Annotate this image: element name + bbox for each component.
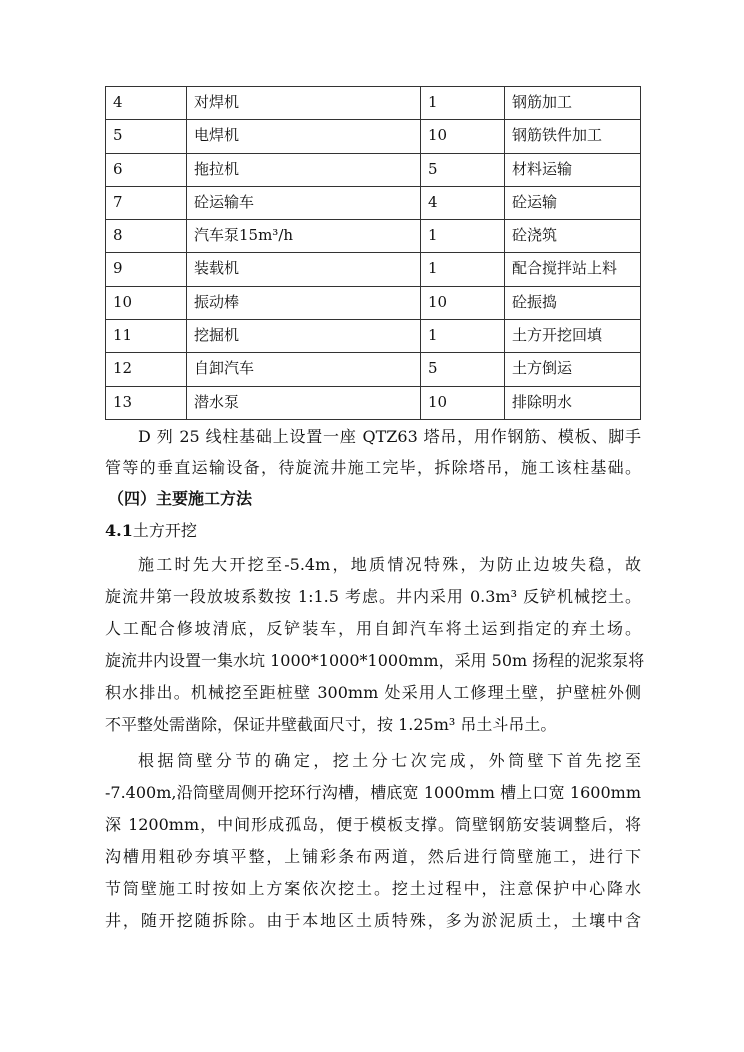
usage-cell: 钢筋加工 — [505, 87, 641, 120]
row-number-cell: 9 — [106, 253, 187, 286]
row-number-cell: 5 — [106, 120, 187, 153]
quantity-cell: 1 — [421, 87, 505, 120]
row-number-cell: 7 — [106, 186, 187, 219]
row-number-cell: 4 — [106, 87, 187, 120]
table-row — [106, 253, 641, 286]
usage-cell: 砼浇筑 — [505, 220, 641, 253]
usage-cell: 土方开挖回填 — [505, 320, 641, 353]
paragraph-2-line-3: 人工配合修坡清底，反铲装车，用自卸汽车将土运到指定的弃土场。 — [105, 619, 641, 638]
paragraph-1-line-1: D 列 25 线柱基础上设置一座 QTZ63 塔吊，用作钢筋、模板、脚手 — [138, 427, 641, 446]
paragraph-3-line-2: -7.400m,沿筒壁周侧开挖环行沟槽，槽底宽 1000mm 槽上口宽 1600mm — [105, 783, 641, 802]
quantity-cell: 10 — [421, 386, 505, 419]
paragraph-3-line-3: 深 1200mm，中间形成孤岛，便于模板支撑。筒壁钢筋安装调整后，将 — [105, 815, 641, 834]
usage-cell: 钢筋铁件加工 — [505, 120, 641, 153]
quantity-cell: 10 — [421, 120, 505, 153]
quantity-cell: 5 — [421, 153, 505, 186]
paragraph-2-line-1: 施工时先大开挖至-5.4m，地质情况特殊，为防止边坡失稳，故 — [138, 555, 641, 574]
equipment-name-cell: 砼运输车 — [187, 186, 421, 219]
quantity-cell: 5 — [421, 353, 505, 386]
usage-cell: 配合搅拌站上料 — [505, 253, 641, 286]
paragraph-2-line-6: 不平整处需凿除，保证井壁截面尺寸，按 1.25m³ 吊土斗吊土。 — [105, 715, 557, 734]
quantity-cell: 1 — [421, 220, 505, 253]
section-heading: （四）主要施工方法 — [108, 489, 253, 508]
table-row — [106, 120, 641, 153]
equipment-table — [105, 86, 641, 420]
equipment-name-cell: 汽车泵15m³/h — [187, 220, 421, 253]
row-number-cell: 8 — [106, 220, 187, 253]
table-row — [106, 320, 641, 353]
equipment-name-cell: 潜水泵 — [187, 386, 421, 419]
quantity-cell: 1 — [421, 253, 505, 286]
table-row — [106, 220, 641, 253]
table-row — [106, 353, 641, 386]
row-number-cell: 13 — [106, 386, 187, 419]
equipment-name-cell: 拖拉机 — [187, 153, 421, 186]
table-row — [106, 153, 641, 186]
quantity-cell: 4 — [421, 186, 505, 219]
subsection-heading — [105, 521, 641, 541]
paragraph-2-line-5: 积水排出。机械挖至距桩壁 300mm 处采用人工修理土壁，护壁桩外侧 — [105, 683, 641, 702]
table-row — [106, 386, 641, 419]
paragraph-3-line-5: 节筒壁施工时按如上方案依次挖土。挖土过程中，注意保护中心降水 — [105, 879, 641, 898]
equipment-name-cell: 挖掘机 — [187, 320, 421, 353]
usage-cell: 土方倒运 — [505, 353, 641, 386]
paragraph-2-line-2: 旋流井第一段放坡系数按 1:1.5 考虑。井内采用 0.3m³ 反铲机械挖土。 — [105, 587, 641, 606]
table-row — [106, 87, 641, 120]
row-number-cell: 10 — [106, 286, 187, 319]
row-number-cell: 6 — [106, 153, 187, 186]
equipment-name-cell: 自卸汽车 — [187, 353, 421, 386]
equipment-name-cell: 振动棒 — [187, 286, 421, 319]
row-number-cell: 11 — [106, 320, 187, 353]
usage-cell: 排除明水 — [505, 386, 641, 419]
row-number-cell: 12 — [106, 353, 187, 386]
paragraph-3-line-6: 井，随开挖随拆除。由于本地区土质特殊，多为淤泥质土，土壤中含 — [105, 911, 641, 930]
usage-cell: 砼振捣 — [505, 286, 641, 319]
usage-cell: 砼运输 — [505, 186, 641, 219]
equipment-name-cell: 装载机 — [187, 253, 421, 286]
equipment-name-cell: 对焊机 — [187, 87, 421, 120]
table-row — [106, 286, 641, 319]
quantity-cell: 10 — [421, 286, 505, 319]
paragraph-3-line-4: 沟槽用粗砂夯填平整，上铺彩条布两道，然后进行筒壁施工，进行下 — [105, 847, 641, 866]
paragraph-2-line-4: 旋流井内设置一集水坑 1000*1000*1000mm，采用 50m 扬程的泥浆泵将 — [105, 651, 645, 670]
usage-cell: 材料运输 — [505, 153, 641, 186]
subsection-title: 土方开挖 — [132, 521, 197, 540]
quantity-cell: 1 — [421, 320, 505, 353]
equipment-name-cell: 电焊机 — [187, 120, 421, 153]
paragraph-1-line-2: 管等的垂直运输设备，待旋流井施工完毕，拆除塔吊，施工该柱基础。 — [105, 458, 641, 477]
table-row — [106, 186, 641, 219]
paragraph-3-line-1: 根据筒壁分节的确定，挖土分七次完成，外筒壁下首先挖至 — [138, 751, 641, 770]
subsection-number: 4.1 — [105, 521, 133, 540]
